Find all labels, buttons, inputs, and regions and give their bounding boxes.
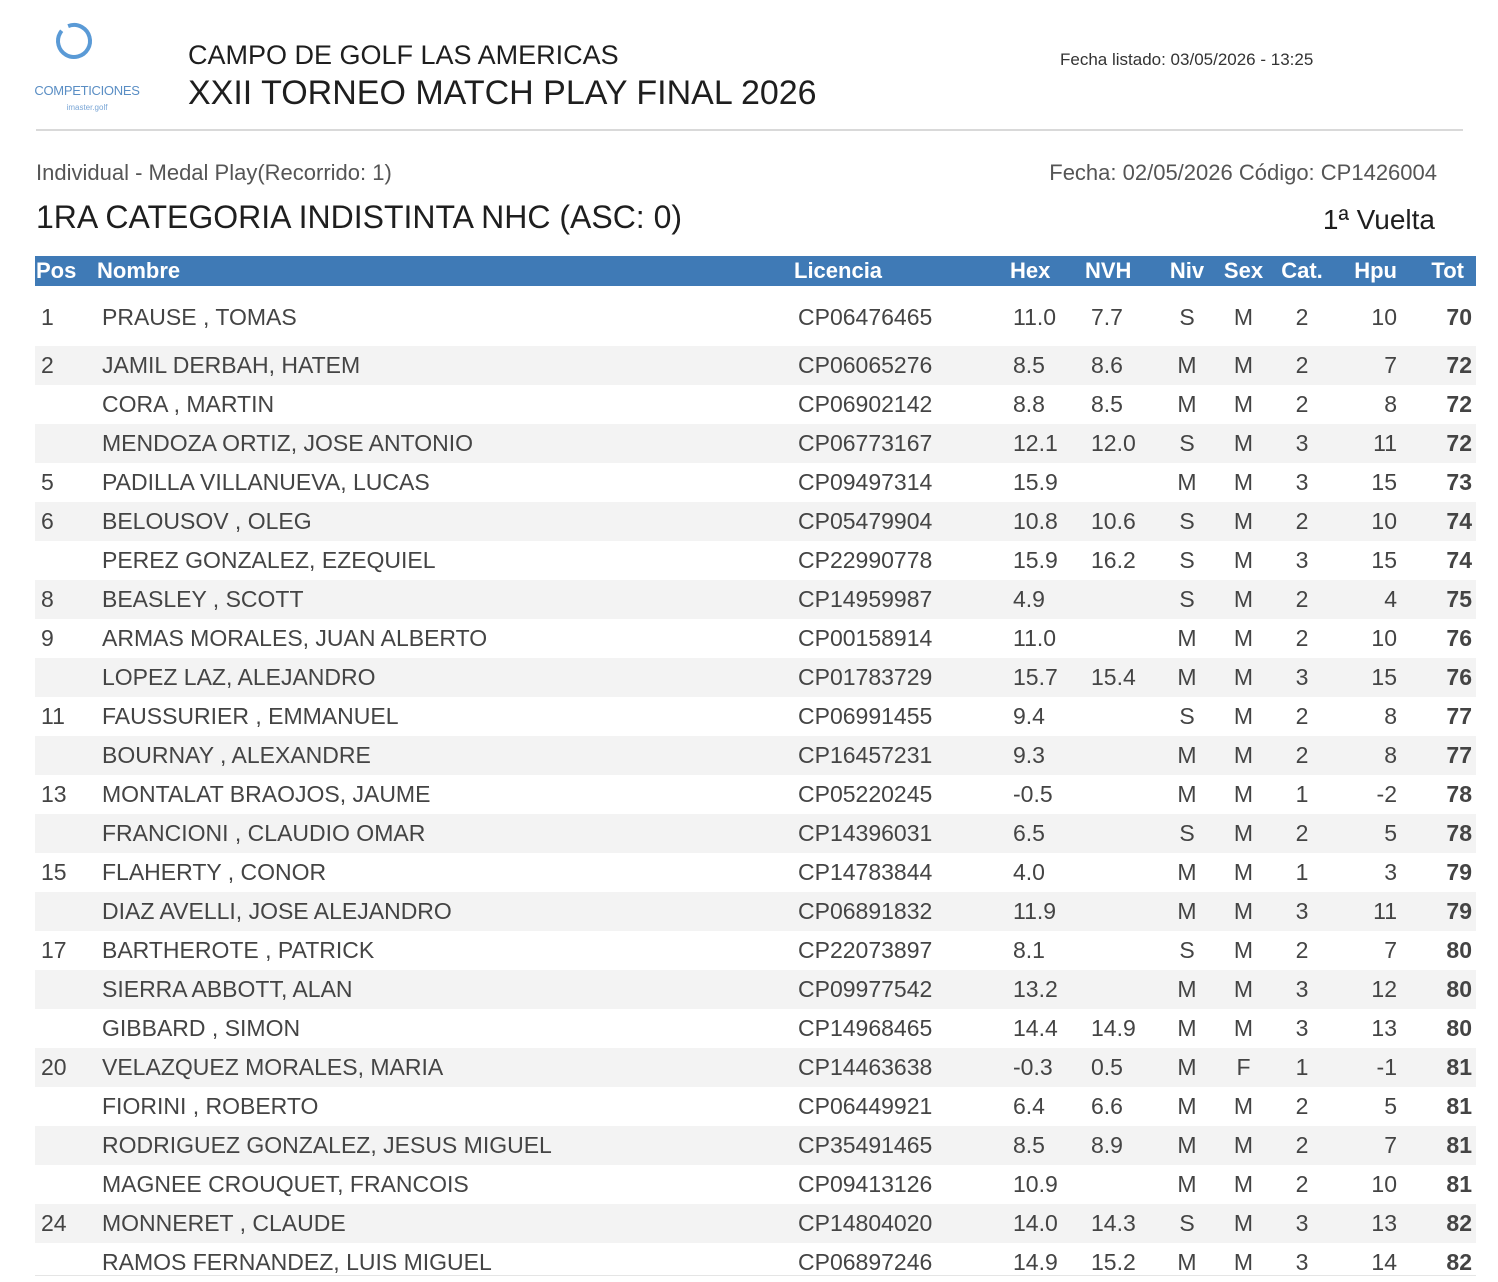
cell-licencia: CP06476465 <box>798 304 933 330</box>
table-row <box>35 775 1476 814</box>
cell-hpu: 8 <box>1384 391 1397 417</box>
cell-cat: 2 <box>1295 304 1309 330</box>
cell-nombre: PRAUSE , TOMAS <box>102 304 297 330</box>
cell-hpu: 14 <box>1371 1249 1397 1275</box>
cell-pos: 1 <box>41 304 54 330</box>
column-header-nvh: NVH <box>1085 256 1158 286</box>
category-title: 1RA CATEGORIA INDISTINTA NHC (ASC: 0) <box>36 199 683 235</box>
cell-cat: 3 <box>1271 658 1333 697</box>
cell-cat: 2 <box>1271 580 1333 619</box>
cell-niv: M <box>1158 1048 1216 1087</box>
cell-cat: 1 <box>1271 1048 1333 1087</box>
cell-licencia: CP05220245 <box>798 781 933 807</box>
cell-nvh <box>1085 775 1158 814</box>
cell-hex: 9.3 <box>1008 736 1085 775</box>
cell-niv: S <box>1179 304 1195 330</box>
cell-cat: 2 <box>1271 346 1333 385</box>
cell-pos: 6 <box>35 502 97 541</box>
cell-licencia: CP16457231 <box>794 736 1008 775</box>
cell-nombre: MAGNEE CROUQUET, FRANCOIS <box>102 1171 469 1197</box>
cell-nombre: PEREZ GONZALEZ, EZEQUIEL <box>102 547 436 573</box>
column-header-hex: Hex <box>1008 256 1085 286</box>
cell-cat: 2 <box>1271 1126 1333 1165</box>
cell-cat: 3 <box>1271 970 1333 1009</box>
cell-cat: 2 <box>1271 736 1333 775</box>
results-table <box>35 256 1476 1282</box>
cell-nvh: 15.4 <box>1085 658 1158 697</box>
cell-pos: 20 <box>35 1048 97 1087</box>
cell-sex: M <box>1216 736 1271 775</box>
cell-hpu: 5 <box>1333 814 1401 853</box>
cell-nvh <box>1085 619 1158 658</box>
cell-nvh <box>1085 736 1158 775</box>
cell-pos <box>35 736 97 775</box>
cell-hpu: 15 <box>1371 547 1397 573</box>
cell-niv: M <box>1177 469 1197 495</box>
header-divider <box>36 129 1463 131</box>
cell-nombre: PADILLA VILLANUEVA, LUCAS <box>102 469 430 495</box>
cell-nvh <box>1085 1165 1158 1204</box>
cell-licencia: CP09497314 <box>798 469 933 495</box>
table-row <box>35 931 1476 970</box>
table-row <box>35 1243 1476 1282</box>
cell-nvh: 7.7 <box>1091 304 1123 330</box>
table-row <box>35 1087 1476 1126</box>
cell-sex: M <box>1233 937 1254 963</box>
cell-hpu: 12 <box>1333 970 1401 1009</box>
cell-cat: 2 <box>1295 1171 1309 1197</box>
cell-hpu: -1 <box>1333 1048 1401 1087</box>
cell-nombre: CORA , MARTIN <box>102 391 275 417</box>
cell-hpu: 15 <box>1333 658 1401 697</box>
cell-hpu: 8 <box>1333 736 1401 775</box>
cell-sex: M <box>1216 424 1271 463</box>
table-row <box>35 1126 1476 1165</box>
cell-niv: M <box>1158 892 1216 931</box>
cell-nvh: 14.9 <box>1091 1015 1136 1041</box>
cell-tot: 75 <box>1401 580 1476 619</box>
column-header-licencia: Licencia <box>794 256 1008 286</box>
cell-sex: M <box>1216 892 1271 931</box>
cell-cat: 2 <box>1295 625 1309 651</box>
cell-niv: M <box>1177 391 1197 417</box>
cell-hex: -0.3 <box>1008 1048 1085 1087</box>
cell-hex: 11.0 <box>1013 625 1057 651</box>
cell-hpu: 10 <box>1371 1171 1397 1197</box>
cell-pos <box>35 1243 97 1282</box>
cell-pos <box>35 541 97 580</box>
club-name: CAMPO DE GOLF LAS AMERICAS <box>188 40 619 70</box>
cell-licencia: CP14968465 <box>798 1015 933 1041</box>
cell-hex: 8.1 <box>1013 937 1045 963</box>
round-label: 1ª Vuelta <box>1322 204 1435 235</box>
table-row <box>35 1009 1476 1048</box>
cell-sex: M <box>1216 502 1271 541</box>
cell-hex: 14.9 <box>1013 1249 1058 1275</box>
cell-hpu: 3 <box>1384 859 1397 885</box>
cell-cat: 3 <box>1295 1249 1309 1275</box>
cell-tot: 78 <box>1401 814 1476 853</box>
cell-nvh: 6.6 <box>1091 1093 1123 1119</box>
cell-cat: 3 <box>1271 424 1333 463</box>
cell-hex: 15.9 <box>1013 547 1058 573</box>
table-row <box>35 814 1476 853</box>
cell-pos <box>35 970 97 1009</box>
cell-pos <box>35 1165 97 1204</box>
cell-pos <box>35 1009 97 1048</box>
table-row <box>35 970 1476 1009</box>
cell-pos: 24 <box>35 1204 97 1243</box>
cell-nvh: 16.2 <box>1091 547 1136 573</box>
cell-cat: 2 <box>1295 391 1309 417</box>
cell-cat: 3 <box>1295 547 1309 573</box>
cell-nombre: RAMOS FERNANDEZ, LUIS MIGUEL <box>102 1249 492 1275</box>
cell-licencia: CP06773167 <box>794 424 1008 463</box>
tournament-title: XXII TORNEO MATCH PLAY FINAL 2026 <box>188 74 817 112</box>
cell-tot: 81 <box>1401 1126 1476 1165</box>
cell-pos: 9 <box>41 625 54 651</box>
cell-nombre: BEASLEY , SCOTT <box>97 580 794 619</box>
cell-hex: 6.4 <box>1013 1093 1045 1119</box>
cell-nombre: SIERRA ABBOTT, ALAN <box>97 970 794 1009</box>
cell-cat: 1 <box>1295 859 1309 885</box>
cell-niv: M <box>1177 859 1197 885</box>
cell-tot: 74 <box>1446 547 1472 573</box>
cell-nombre: BARTHEROTE , PATRICK <box>102 937 375 963</box>
cell-hex: 8.8 <box>1013 391 1045 417</box>
cell-cat: 1 <box>1295 781 1309 807</box>
cell-hex: 4.9 <box>1008 580 1085 619</box>
cell-cat: 2 <box>1295 937 1309 963</box>
cell-sex: M <box>1233 1015 1254 1041</box>
cell-nombre: MONNERET , CLAUDE <box>97 1204 794 1243</box>
cell-nombre: MONTALAT BRAOJOS, JAUME <box>102 781 431 807</box>
cell-nombre: FAUSSURIER , EMMANUEL <box>102 703 399 729</box>
cell-licencia: CP06902142 <box>798 391 933 417</box>
cell-tot: 77 <box>1446 703 1472 729</box>
cell-licencia: CP06897246 <box>798 1249 933 1275</box>
cell-cat: 3 <box>1295 1015 1309 1041</box>
cell-licencia: CP01783729 <box>794 658 1008 697</box>
cell-niv: M <box>1177 1171 1197 1197</box>
cell-niv: M <box>1177 1093 1197 1119</box>
cell-sex: M <box>1216 814 1271 853</box>
cell-nvh <box>1085 853 1158 892</box>
cell-nvh <box>1085 970 1158 1009</box>
cell-nombre: RODRIGUEZ GONZALEZ, JESUS MIGUEL <box>97 1126 794 1165</box>
cell-sex: M <box>1233 1249 1254 1275</box>
cell-nombre: JAMIL DERBAH, HATEM <box>97 346 794 385</box>
table-row <box>35 385 1476 424</box>
table-row <box>35 463 1476 502</box>
cell-sex: M <box>1216 346 1271 385</box>
cell-hex: 14.0 <box>1008 1204 1085 1243</box>
cell-niv: M <box>1158 736 1216 775</box>
cell-niv: S <box>1158 424 1216 463</box>
bottom-divider <box>35 1275 1476 1276</box>
cell-hex: -0.5 <box>1013 781 1053 807</box>
cell-nombre: DIAZ AVELLI, JOSE ALEJANDRO <box>97 892 794 931</box>
cell-niv: M <box>1177 1015 1197 1041</box>
cell-licencia: CP35491465 <box>794 1126 1008 1165</box>
cell-sex: M <box>1233 391 1254 417</box>
cell-sex: M <box>1233 625 1254 651</box>
cell-hpu: 7 <box>1384 937 1397 963</box>
cell-licencia: CP14804020 <box>794 1204 1008 1243</box>
cell-nvh: 8.9 <box>1085 1126 1158 1165</box>
cell-hex: 12.1 <box>1008 424 1085 463</box>
cell-pos: 13 <box>41 781 67 807</box>
cell-sex: M <box>1216 970 1271 1009</box>
cell-hex: 11.9 <box>1008 892 1085 931</box>
cell-hex: 10.9 <box>1013 1171 1058 1197</box>
cell-cat: 2 <box>1271 814 1333 853</box>
cell-hpu: 4 <box>1333 580 1401 619</box>
cell-pos: 5 <box>41 469 54 495</box>
cell-licencia: CP09977542 <box>794 970 1008 1009</box>
cell-sex: M <box>1233 703 1254 729</box>
cell-sex: M <box>1233 304 1254 330</box>
cell-niv: M <box>1177 781 1197 807</box>
cell-niv: M <box>1177 1249 1197 1275</box>
cell-hex: 8.5 <box>1008 346 1085 385</box>
cell-hpu: 7 <box>1333 346 1401 385</box>
table-row <box>35 1048 1476 1087</box>
cell-nombre: VELAZQUEZ MORALES, MARIA <box>97 1048 794 1087</box>
column-header-pos: Pos <box>35 256 97 286</box>
cell-nvh: 14.3 <box>1085 1204 1158 1243</box>
cell-niv: S <box>1179 547 1195 573</box>
cell-sex: M <box>1216 580 1271 619</box>
table-row <box>35 697 1476 736</box>
cell-niv: M <box>1158 658 1216 697</box>
cell-nombre: BELOUSOV , OLEG <box>97 502 794 541</box>
cell-hex: 14.4 <box>1013 1015 1058 1041</box>
cell-sex: M <box>1216 658 1271 697</box>
cell-tot: 70 <box>1446 304 1472 330</box>
cell-niv: M <box>1158 1126 1216 1165</box>
cell-hpu: 8 <box>1384 703 1397 729</box>
cell-pos: 2 <box>35 346 97 385</box>
column-header-sex: Sex <box>1216 256 1271 286</box>
cell-hpu: 10 <box>1371 625 1397 651</box>
cell-pos <box>35 1087 97 1126</box>
cell-nvh <box>1085 463 1158 502</box>
cell-hpu: 10 <box>1371 304 1397 330</box>
cell-sex: M <box>1216 1126 1271 1165</box>
cell-tot: 77 <box>1401 736 1476 775</box>
cell-nvh <box>1085 580 1158 619</box>
cell-nvh <box>1085 892 1158 931</box>
cell-sex: M <box>1233 1171 1254 1197</box>
cell-sex: M <box>1233 1093 1254 1119</box>
cell-nvh <box>1085 697 1158 736</box>
table-row <box>35 736 1476 775</box>
cell-tot: 73 <box>1446 469 1472 495</box>
cell-nombre: LOPEZ LAZ, ALEJANDRO <box>97 658 794 697</box>
cell-niv: S <box>1158 580 1216 619</box>
cell-pos <box>35 658 97 697</box>
cell-licencia: CP14463638 <box>794 1048 1008 1087</box>
cell-nombre: FLAHERTY , CONOR <box>102 859 327 885</box>
table-row <box>35 619 1476 658</box>
column-header-tot: Tot <box>1401 256 1476 286</box>
cell-hex: 9.4 <box>1013 703 1045 729</box>
table-row <box>35 502 1476 541</box>
cell-pos <box>35 424 97 463</box>
table-row <box>35 1204 1476 1243</box>
cell-nvh: 8.6 <box>1085 346 1158 385</box>
cell-nvh: 10.6 <box>1085 502 1158 541</box>
cell-nvh <box>1085 931 1158 970</box>
cell-licencia: CP05479904 <box>794 502 1008 541</box>
cell-hpu: 10 <box>1333 502 1401 541</box>
cell-sex: F <box>1216 1048 1271 1087</box>
cell-nombre: BOURNAY , ALEXANDRE <box>97 736 794 775</box>
cell-licencia: CP22990778 <box>798 547 933 573</box>
cell-hpu: 11 <box>1333 424 1401 463</box>
cell-tot: 82 <box>1401 1204 1476 1243</box>
cell-cat: 2 <box>1271 502 1333 541</box>
cell-pos <box>35 1126 97 1165</box>
cell-licencia: CP14959987 <box>794 580 1008 619</box>
cell-hex: 4.0 <box>1013 859 1045 885</box>
cell-licencia: CP06065276 <box>794 346 1008 385</box>
cell-cat: 3 <box>1271 892 1333 931</box>
cell-cat: 3 <box>1295 469 1309 495</box>
cell-sex: M <box>1233 547 1254 573</box>
cell-licencia: CP09413126 <box>798 1171 933 1197</box>
cell-tot: 72 <box>1401 424 1476 463</box>
date-code: Fecha: 02/05/2026 Código: CP1426004 <box>1049 160 1437 185</box>
cell-hpu: 7 <box>1333 1126 1401 1165</box>
cell-tot: 76 <box>1401 658 1476 697</box>
cell-hpu: 5 <box>1384 1093 1397 1119</box>
cell-nombre: GIBBARD , SIMON <box>102 1015 301 1041</box>
column-header-niv: Niv <box>1158 256 1216 286</box>
cell-niv: S <box>1158 1204 1216 1243</box>
cell-hex: 8.5 <box>1008 1126 1085 1165</box>
cell-pos <box>35 892 97 931</box>
cell-nvh: 12.0 <box>1085 424 1158 463</box>
table-row <box>35 580 1476 619</box>
cell-niv: M <box>1158 970 1216 1009</box>
column-header-cat: Cat. <box>1271 256 1333 286</box>
cell-nombre: FIORINI , ROBERTO <box>102 1093 319 1119</box>
cell-tot: 72 <box>1446 391 1472 417</box>
cell-licencia: CP14396031 <box>794 814 1008 853</box>
cell-tot: 80 <box>1401 970 1476 1009</box>
play-mode: Individual - Medal Play(Recorrido: 1) <box>36 160 392 185</box>
cell-tot: 80 <box>1446 1015 1472 1041</box>
cell-hex: 11.0 <box>1013 304 1057 330</box>
cell-pos: 8 <box>35 580 97 619</box>
cell-pos <box>35 814 97 853</box>
cell-licencia: CP06991455 <box>798 703 933 729</box>
cell-hex: 15.7 <box>1008 658 1085 697</box>
cell-tot: 79 <box>1446 859 1472 885</box>
cell-cat: 2 <box>1295 1093 1309 1119</box>
cell-tot: 80 <box>1446 937 1472 963</box>
cell-tot: 76 <box>1446 625 1472 651</box>
cell-tot: 82 <box>1446 1249 1472 1275</box>
cell-hpu: 13 <box>1371 1015 1397 1041</box>
cell-niv: M <box>1158 346 1216 385</box>
cell-sex: M <box>1233 859 1254 885</box>
cell-nvh: 0.5 <box>1085 1048 1158 1087</box>
cell-cat: 2 <box>1295 703 1309 729</box>
table-row <box>35 658 1476 697</box>
cell-hex: 6.5 <box>1008 814 1085 853</box>
cell-nvh <box>1085 814 1158 853</box>
cell-licencia: CP06449921 <box>798 1093 933 1119</box>
cell-nvh: 8.5 <box>1091 391 1123 417</box>
cell-cat: 3 <box>1271 1204 1333 1243</box>
table-header-row <box>35 256 1476 286</box>
cell-tot: 81 <box>1401 1048 1476 1087</box>
cell-licencia: CP06891832 <box>794 892 1008 931</box>
cell-tot: 81 <box>1446 1171 1472 1197</box>
cell-licencia: CP14783844 <box>798 859 933 885</box>
cell-licencia: CP00158914 <box>798 625 933 651</box>
cell-niv: S <box>1179 937 1195 963</box>
cell-nvh: 15.2 <box>1091 1249 1136 1275</box>
table-row <box>35 892 1476 931</box>
table-row <box>35 541 1476 580</box>
table-row <box>35 286 1476 346</box>
cell-niv: S <box>1158 814 1216 853</box>
listing-date: Fecha listado: 03/05/2026 - 13:25 <box>1060 50 1314 69</box>
cell-tot: 72 <box>1401 346 1476 385</box>
cell-hex: 13.2 <box>1008 970 1085 1009</box>
cell-sex: M <box>1233 469 1254 495</box>
cell-hex: 15.9 <box>1013 469 1058 495</box>
cell-pos: 17 <box>41 937 67 963</box>
table-row <box>35 1165 1476 1204</box>
cell-tot: 78 <box>1446 781 1472 807</box>
cell-hex: 10.8 <box>1008 502 1085 541</box>
cell-nombre: MENDOZA ORTIZ, JOSE ANTONIO <box>97 424 794 463</box>
cell-niv: S <box>1179 703 1195 729</box>
table-row <box>35 853 1476 892</box>
cell-tot: 74 <box>1401 502 1476 541</box>
cell-sex: M <box>1233 781 1254 807</box>
table-row <box>35 424 1476 463</box>
column-header-hpu: Hpu <box>1333 256 1401 286</box>
logo-subtext: imaster.golf <box>66 103 108 112</box>
table-row <box>35 346 1476 385</box>
cell-pos <box>35 385 97 424</box>
cell-nombre: FRANCIONI , CLAUDIO OMAR <box>97 814 794 853</box>
cell-pos: 15 <box>41 859 67 885</box>
cell-tot: 81 <box>1446 1093 1472 1119</box>
cell-nombre: ARMAS MORALES, JUAN ALBERTO <box>102 625 488 651</box>
column-header-nombre: Nombre <box>97 256 794 286</box>
cell-hpu: 11 <box>1333 892 1401 931</box>
cell-pos: 11 <box>41 703 65 729</box>
cell-niv: M <box>1177 625 1197 651</box>
cell-hpu: 15 <box>1371 469 1397 495</box>
cell-hpu: -2 <box>1376 781 1397 807</box>
cell-tot: 79 <box>1401 892 1476 931</box>
logo-text: COMPETICIONES <box>34 83 140 98</box>
cell-sex: M <box>1216 1204 1271 1243</box>
cell-hpu: 13 <box>1333 1204 1401 1243</box>
cell-licencia: CP22073897 <box>798 937 933 963</box>
cell-niv: S <box>1158 502 1216 541</box>
